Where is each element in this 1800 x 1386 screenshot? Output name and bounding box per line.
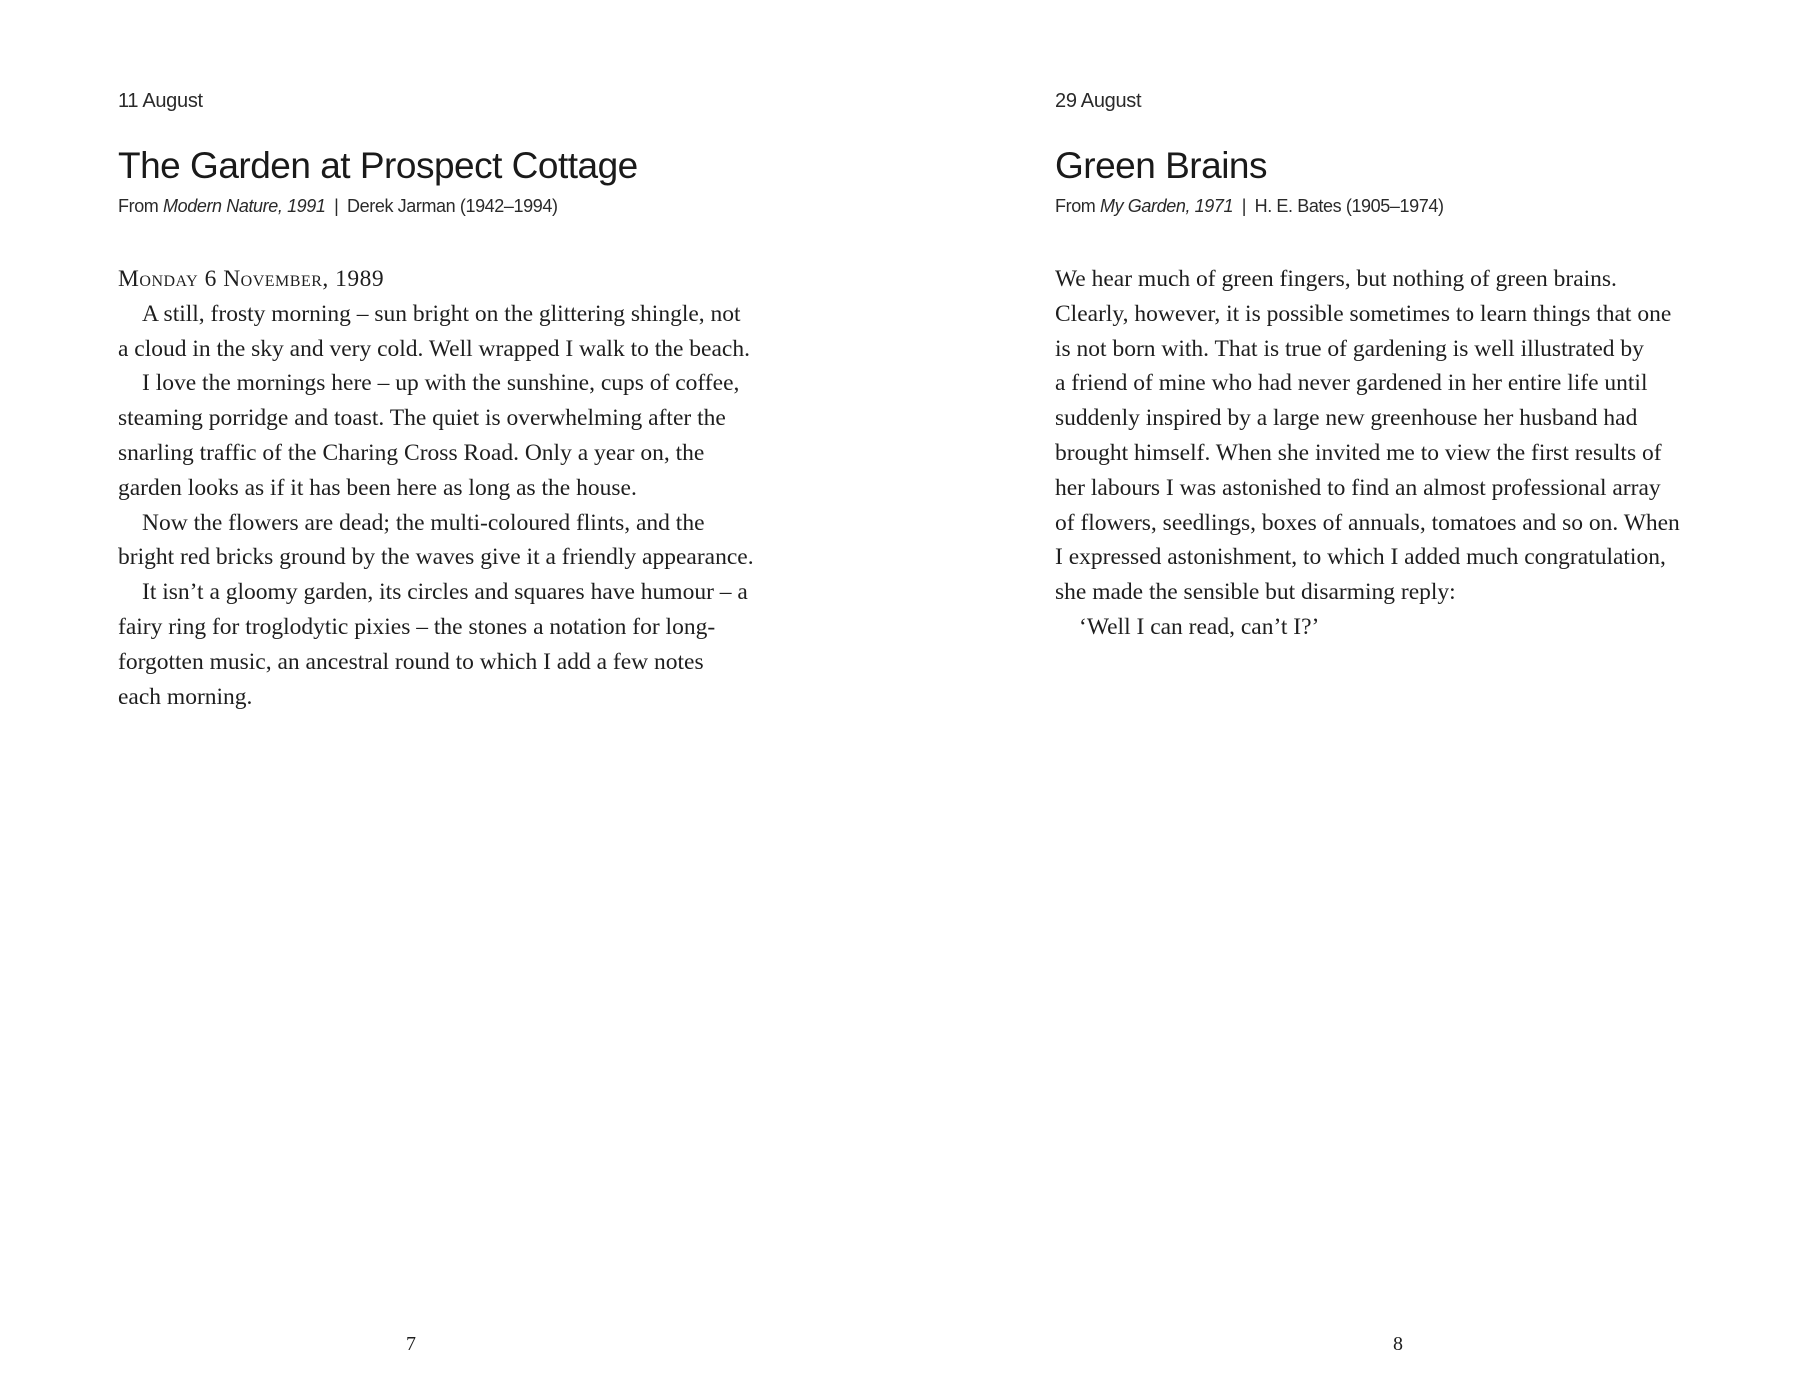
text-line: A still, frosty morning – sun bright on the glittering shingle, not	[142, 300, 741, 327]
piece-source	[1055, 196, 1444, 217]
paragraph	[118, 297, 778, 367]
text-line: steaming porridge and toast. The quiet is overwhelming after the	[118, 405, 726, 432]
text-line: It isn’t a gloomy garden, its circles and squares have humour – a	[142, 579, 748, 606]
text-line: We hear much of green fingers, but nothing of green brains.	[1055, 266, 1617, 292]
piece-body	[1055, 262, 1685, 645]
paragraph	[1055, 610, 1685, 645]
text-line: fairy ring for troglodytic pixies – the stones a notation for long-	[118, 613, 716, 640]
source-prefix: From	[118, 196, 159, 216]
source-work: My Garden, 1971	[1100, 196, 1234, 216]
piece-title: Green Brains	[1055, 145, 1267, 186]
piece-body	[118, 262, 778, 714]
page-date: 11 August	[118, 90, 203, 112]
page-date: 29 August	[1055, 90, 1142, 112]
source-prefix: From	[1055, 196, 1096, 216]
text-line: I expressed astonishment, to which I added much congratulation,	[1055, 544, 1666, 571]
text-line: ‘Well I can read, can’t I?’	[1079, 613, 1320, 640]
paragraph	[1055, 262, 1685, 610]
text-line: garden looks as if it has been here as long as the house.	[118, 474, 637, 501]
entry-heading: Monday 6 November, 1989	[118, 266, 385, 292]
text-line: suddenly inspired by a large new greenhouse her husband had	[1055, 405, 1638, 432]
text-line: brought himself. When she invited me to view the first results of	[1055, 439, 1662, 466]
page-number: 7	[406, 1333, 416, 1355]
source-author: Derek Jarman (1942–1994)	[347, 196, 558, 216]
source-work: Modern Nature, 1991	[163, 196, 326, 216]
text-line: bright red bricks ground by the waves give it a friendly appearance.	[118, 544, 754, 571]
text-line: a cloud in the sky and very cold. Well wrapped I walk to the beach.	[118, 335, 750, 362]
source-author: H. E. Bates (1905–1974)	[1254, 196, 1444, 216]
paragraph	[118, 366, 778, 505]
text-line: her labours I was astonished to find an almost professional array	[1055, 474, 1661, 501]
piece-title: The Garden at Prospect Cottage	[118, 145, 638, 186]
page-number: 8	[1393, 1333, 1403, 1355]
text-line: is not born with. That is true of gardening is well illustrated by	[1055, 335, 1644, 362]
text-line: forgotten music, an ancestral round to which I add a few notes	[118, 648, 704, 675]
source-separator: |	[334, 196, 339, 216]
text-line: Now the flowers are dead; the multi-coloured flints, and the	[142, 509, 705, 536]
text-line: each morning.	[118, 683, 253, 710]
text-line: Clearly, however, it is possible sometimes to learn things that one	[1055, 300, 1672, 327]
paragraph	[118, 506, 778, 576]
text-line: I love the mornings here – up with the sunshine, cups of coffee,	[142, 370, 740, 397]
text-line: a friend of mine who had never gardened in her entire life until	[1055, 370, 1648, 397]
source-separator: |	[1241, 196, 1246, 216]
piece-source	[118, 196, 558, 217]
right-page	[1055, 0, 1685, 1386]
text-line: she made the sensible but disarming reply:	[1055, 579, 1456, 606]
text-line: snarling traffic of the Charing Cross Road. Only a year on, the	[118, 439, 705, 466]
paragraph	[118, 575, 778, 714]
left-page	[118, 0, 778, 1386]
text-line: of flowers, seedlings, boxes of annuals, tomatoes and so on. When	[1055, 509, 1680, 536]
